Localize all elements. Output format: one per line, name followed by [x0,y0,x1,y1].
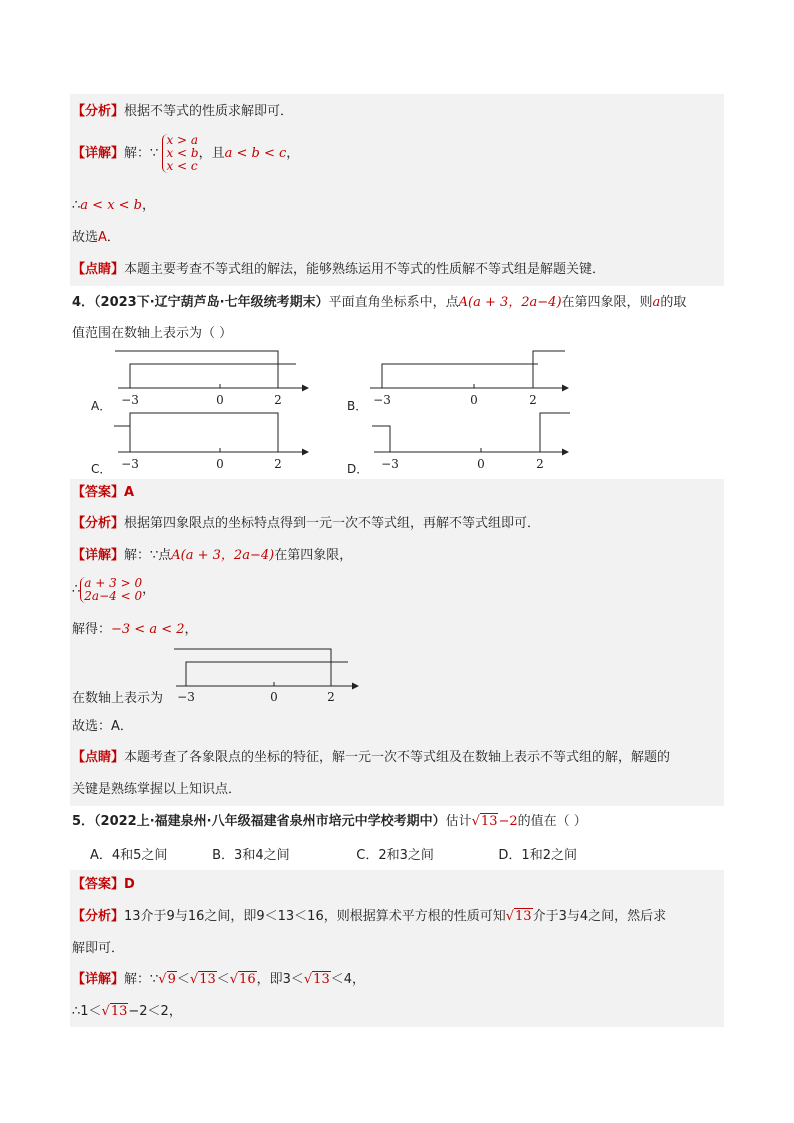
tick-label: 2 [536,457,544,471]
variable: a [652,295,661,310]
comment-text: 本题主要考查不等式组的解法，能够熟练运用不等式的性质解不等式组是解题关键． [124,262,606,277]
analysis-tag: 【分析】 [72,516,125,531]
comment-line1: 本题考查了各象限点的坐标的特征，解一元一次不等式组及在数轴上表示不等式组的解，解题的 [124,750,671,765]
solve-suffix: ， [184,622,198,637]
option-c-label[interactable]: C． [91,462,112,476]
sqrt-13: √13 [101,1004,128,1019]
comment-tag: 【点睛】 [72,750,125,765]
analysis-tag: 【分析】 [72,909,125,924]
q3-step [72,197,155,215]
radicand: 16 [239,972,256,987]
sqrt-13: √13 [189,972,216,987]
detail-tag: 【详解】 [72,146,125,161]
option-a-number-line[interactable] [110,344,310,412]
choice-c[interactable]: C．2和3之间 [356,848,434,863]
q4-show-text: 在数轴上表示为 [72,691,164,706]
less-than: ＜ [216,972,230,987]
stem-minus: −2 [498,814,518,829]
q5-detail [72,971,365,989]
detail-b: 在第四象限， [274,548,353,563]
q3-analysis [72,103,293,121]
q3-comment [72,261,605,279]
cond-suffix: ， [286,146,300,161]
sqrt-9: √9 [158,972,176,987]
radicand: 13 [199,972,216,987]
point-expression: A(a + 3，2a−4) [458,295,562,310]
answer-tag: 【答案】 [72,485,125,500]
sys-row: 2a−4 < 0 [84,588,143,603]
tick-label: −3 [121,393,139,407]
q4-stem-line2: 值范围在数轴上表示为（ ） [72,326,233,341]
tick-label: 0 [477,457,485,471]
step-suffix: ， [142,198,156,213]
sys-prefix: ∴ [72,582,81,597]
q5-analysis [72,908,666,926]
point-expression: A(a + 3，2a−4) [171,548,275,563]
q4-analysis [72,515,540,533]
comment-tag: 【点睛】 [72,262,125,277]
less-than: ＜ [176,972,190,987]
solve-prefix: 解得： [72,622,112,637]
option-d-label[interactable]: D． [347,462,369,476]
question-number: 4． [72,295,95,310]
answer-tag: 【答案】 [72,877,125,892]
stem-b: 在第四象限，则 [561,295,653,310]
tick-label: 2 [274,393,282,407]
q3-solution-block [70,94,724,286]
condition: a < b < c [224,146,287,161]
radicand: 13 [110,1004,128,1019]
tick-label: 0 [470,393,478,407]
sqrt-expression: √13 [471,814,498,829]
sys-row: a + 3 > 0 [84,575,143,590]
option-a-label[interactable]: A． [91,399,112,413]
stem-a: 平面直角坐标系中，点 [328,295,459,310]
sqrt-13: √13 [303,972,330,987]
choice-d[interactable]: D．1和2之间 [498,848,577,863]
radicand: 13 [313,972,330,987]
q4-stem [72,294,686,312]
tick-label: 2 [274,457,282,471]
radicand: 13 [515,909,532,924]
answer-value: A [124,485,135,500]
analysis-tag: 【分析】 [72,104,125,119]
tick-label: 2 [529,393,537,407]
option-b-label[interactable]: B． [347,399,368,413]
q4-detail [72,547,352,565]
option-d-number-line[interactable] [366,408,578,476]
stem-a: 估计 [445,814,472,829]
tick-label: −3 [121,457,139,471]
step-suffix: −2＜2， [128,1004,182,1019]
sys-suffix: ， [142,582,156,597]
sqrt-expression: √13 [505,909,532,924]
tick-label: −3 [381,457,399,471]
radicand: 13 [480,814,498,829]
solution-number-line [170,646,370,708]
choose-suffix: ． [106,230,120,245]
q3-detail [72,134,299,174]
tick-label: −3 [177,690,195,704]
question-number: 5． [72,814,95,829]
detail-tag: 【详解】 [72,972,125,987]
answer-value: D [124,877,135,892]
step-prefix: ∴1＜ [72,1004,102,1019]
tick-label: 0 [216,457,224,471]
q4-comment [72,749,670,767]
sys-row: x < b [166,146,199,160]
detail-prefix: 解：∵ [124,146,159,161]
q5-step [72,1003,182,1021]
step-prefix: ∴ [72,198,81,213]
sys-row: x > a [166,133,199,147]
radicand: 9 [167,972,176,987]
detail-c: ＜4， [330,972,365,987]
option-c-number-line[interactable] [110,408,310,476]
solve-expression: −3 < a < 2 [111,622,185,637]
question-source: （2022上·福建泉州·八年级福建省泉州市培元中学校考期中） [94,814,446,829]
detail-a: 解：∵ [124,972,159,987]
tick-label: 2 [327,690,335,704]
q5-choices [90,844,577,863]
analysis-text: 根据不等式的性质求解即可． [124,104,294,119]
tick-label: 0 [216,393,224,407]
inequality-system [162,134,198,173]
q5-stem [72,813,587,831]
sys-row: x < c [166,159,198,173]
inequality-system [80,577,142,603]
sqrt-16: √16 [229,972,256,987]
q4-comment-line2: 关键是熟练掌握以上知识点． [72,782,242,797]
stem-b: 的值在（ ） [517,814,587,829]
q4-answer [72,484,134,502]
q4-solve [72,621,198,639]
q4-system [72,574,155,606]
q4-choose: 故选：A． [72,719,133,734]
analysis-text: 根据第四象限点的坐标特点得到一元一次不等式组，再解不等式组即可． [124,516,541,531]
stem-c: 的取 [660,295,687,310]
question-source: （2023下·辽宁葫芦岛·七年级统考期末） [94,295,329,310]
detail-a: 解：∵点 [124,548,172,563]
analysis-b: 介于3与4之间，然后求 [532,909,667,924]
choice-b[interactable]: B．3和4之间 [212,848,290,863]
detail-tag: 【详解】 [72,548,125,563]
choose-answer: A [98,230,107,245]
tick-label: 0 [270,690,278,704]
step-expression: a < x < b [80,198,142,213]
sys-suffix: ，且 [198,146,225,161]
q5-answer [72,876,135,894]
q5-analysis-line2: 解即可． [72,941,125,956]
tick-label: −3 [373,393,391,407]
choose-prefix: 故选 [72,230,99,245]
detail-b: ，即3＜ [256,972,304,987]
analysis-a: 13介于9与16之间，即9＜13＜16，则根据算术平方根的性质可知 [124,909,506,924]
choice-a[interactable]: A．4和5之间 [90,848,168,863]
q3-choose [72,229,120,247]
option-b-number-line[interactable] [362,344,577,412]
